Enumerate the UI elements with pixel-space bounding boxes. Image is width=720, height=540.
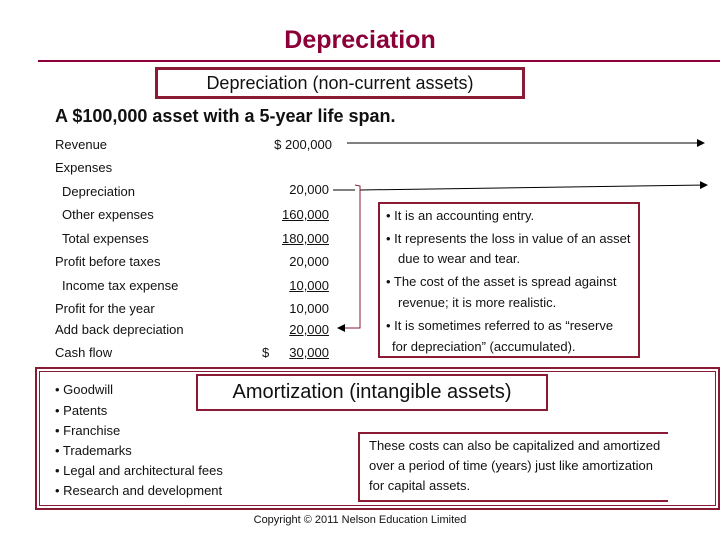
income-tax-value: 10,000 xyxy=(289,278,329,293)
amortization-title: Amortization (intangible assets) xyxy=(196,374,548,411)
intangible-patents: • Patents xyxy=(55,403,108,418)
add-back-arrow xyxy=(338,185,360,328)
intangible-goodwill: • Goodwill xyxy=(55,382,114,397)
bullet-accounting-entry: • It is an accounting entry. xyxy=(386,208,535,223)
expenses-label: Expenses xyxy=(55,160,113,175)
page-title: Depreciation xyxy=(284,26,436,54)
revenue-label: Revenue xyxy=(55,137,108,152)
other-expenses-value: 160,000 xyxy=(282,207,329,222)
depreciation-arrow xyxy=(360,185,707,190)
profit-for-year-value: 10,000 xyxy=(289,301,329,316)
depreciation-label: Depreciation xyxy=(62,184,135,199)
add-back-depreciation-value: 20,000 xyxy=(289,322,329,337)
profit-before-taxes-label: Profit before taxes xyxy=(55,254,161,269)
bullet-cost-spread-cont: revenue; it is more realistic. xyxy=(398,295,557,310)
bullet-loss-in-value: • It represents the loss in value of an asset xyxy=(386,231,631,246)
total-expenses-label: Total expenses xyxy=(62,231,149,246)
depreciation-value: 20,000 xyxy=(289,182,329,197)
bullet-cost-spread: • The cost of the asset is spread against xyxy=(386,274,617,289)
cash-flow-value: 30,000 xyxy=(289,345,329,360)
intangible-trademarks: • Trademarks xyxy=(55,443,132,458)
copyright-footer: Copyright © 2011 Nelson Education Limited xyxy=(253,514,467,526)
add-back-depreciation-label: Add back depreciation xyxy=(55,322,184,337)
total-expenses-value: 180,000 xyxy=(282,231,329,246)
bullet-loss-in-value-cont: due to wear and tear. xyxy=(398,251,521,266)
profit-before-taxes-value: 20,000 xyxy=(289,254,329,269)
capitalization-note: These costs can also be capitalized and amortized over a period of time (years) just like amortization for capital assets. xyxy=(369,438,661,493)
cash-flow-currency: $ xyxy=(262,345,270,360)
bullet-reserve-cont: for depreciation” (accumulated). xyxy=(392,339,576,354)
cash-flow-label: Cash flow xyxy=(55,345,113,360)
other-expenses-label: Other expenses xyxy=(62,207,154,222)
example-heading: A $100,000 asset with a 5-year life span. xyxy=(55,106,396,126)
intangible-franchise: • Franchise xyxy=(55,423,121,438)
income-tax-label: Income tax expense xyxy=(62,278,179,293)
subtitle-box: Depreciation (non-current assets) xyxy=(155,67,525,99)
bullet-reserve: • It is sometimes referred to as “reserve xyxy=(386,318,614,333)
profit-for-year-label: Profit for the year xyxy=(55,301,155,316)
intangible-legal-fees: • Legal and architectural fees xyxy=(55,463,223,478)
intangible-research: • Research and development xyxy=(55,483,223,498)
revenue-value: $ 200,000 xyxy=(274,137,332,152)
